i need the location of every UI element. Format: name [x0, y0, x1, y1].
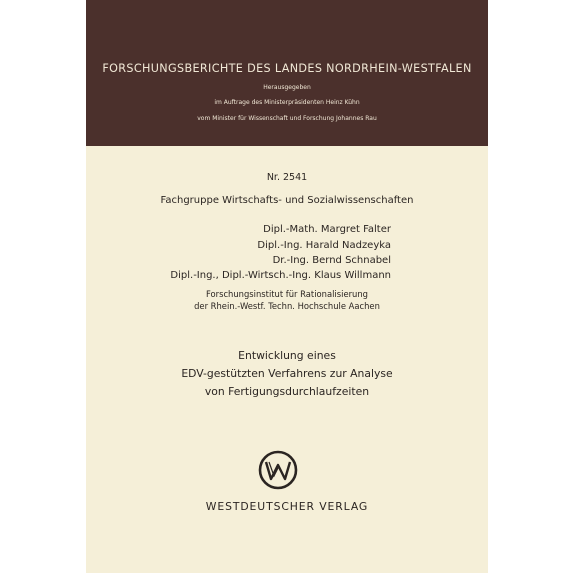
author-3: Dr.-Ing. Bernd Schnabel [272, 255, 391, 266]
author-1: Dipl.-Math. Margret Falter [263, 224, 391, 235]
title-line-2: EDV-gestützten Verfahrens zur Analyse [181, 367, 393, 380]
institute-line-1: Forschungsinstitut für Rationalisierung [206, 289, 368, 299]
editor-line-1: im Auftrage des Ministerpräsidenten Heinz Kühn [214, 99, 360, 106]
author-2: Dipl.-Ing. Harald Nadzeyka [257, 240, 391, 251]
editor-label: Herausgegeben [263, 84, 311, 91]
editor-line-2: vom Minister für Wissenschaft und Forschung Johannes Rau [197, 115, 377, 122]
book-cover [86, 0, 488, 573]
header-band [86, 0, 488, 146]
series-title: FORSCHUNGSBERICHTE DES LANDES NORDRHEIN-WESTFALEN [102, 62, 472, 75]
author-4: Dipl.-Ing., Dipl.-Wirtsch.-Ing. Klaus Willmann [170, 270, 391, 281]
publisher-logo-icon [258, 450, 298, 495]
title-line-1: Entwicklung eines [238, 349, 336, 362]
report-number: Nr. 2541 [266, 172, 308, 183]
subject-group: Fachgruppe Wirtschafts- und Sozialwissenschaften [160, 195, 414, 206]
institute-line-2: der Rhein.-Westf. Techn. Hochschule Aachen [194, 301, 380, 311]
title-line-3: von Fertigungsdurchlaufzeiten [204, 385, 370, 398]
publisher-name: WESTDEUTSCHER VERLAG [205, 500, 369, 513]
